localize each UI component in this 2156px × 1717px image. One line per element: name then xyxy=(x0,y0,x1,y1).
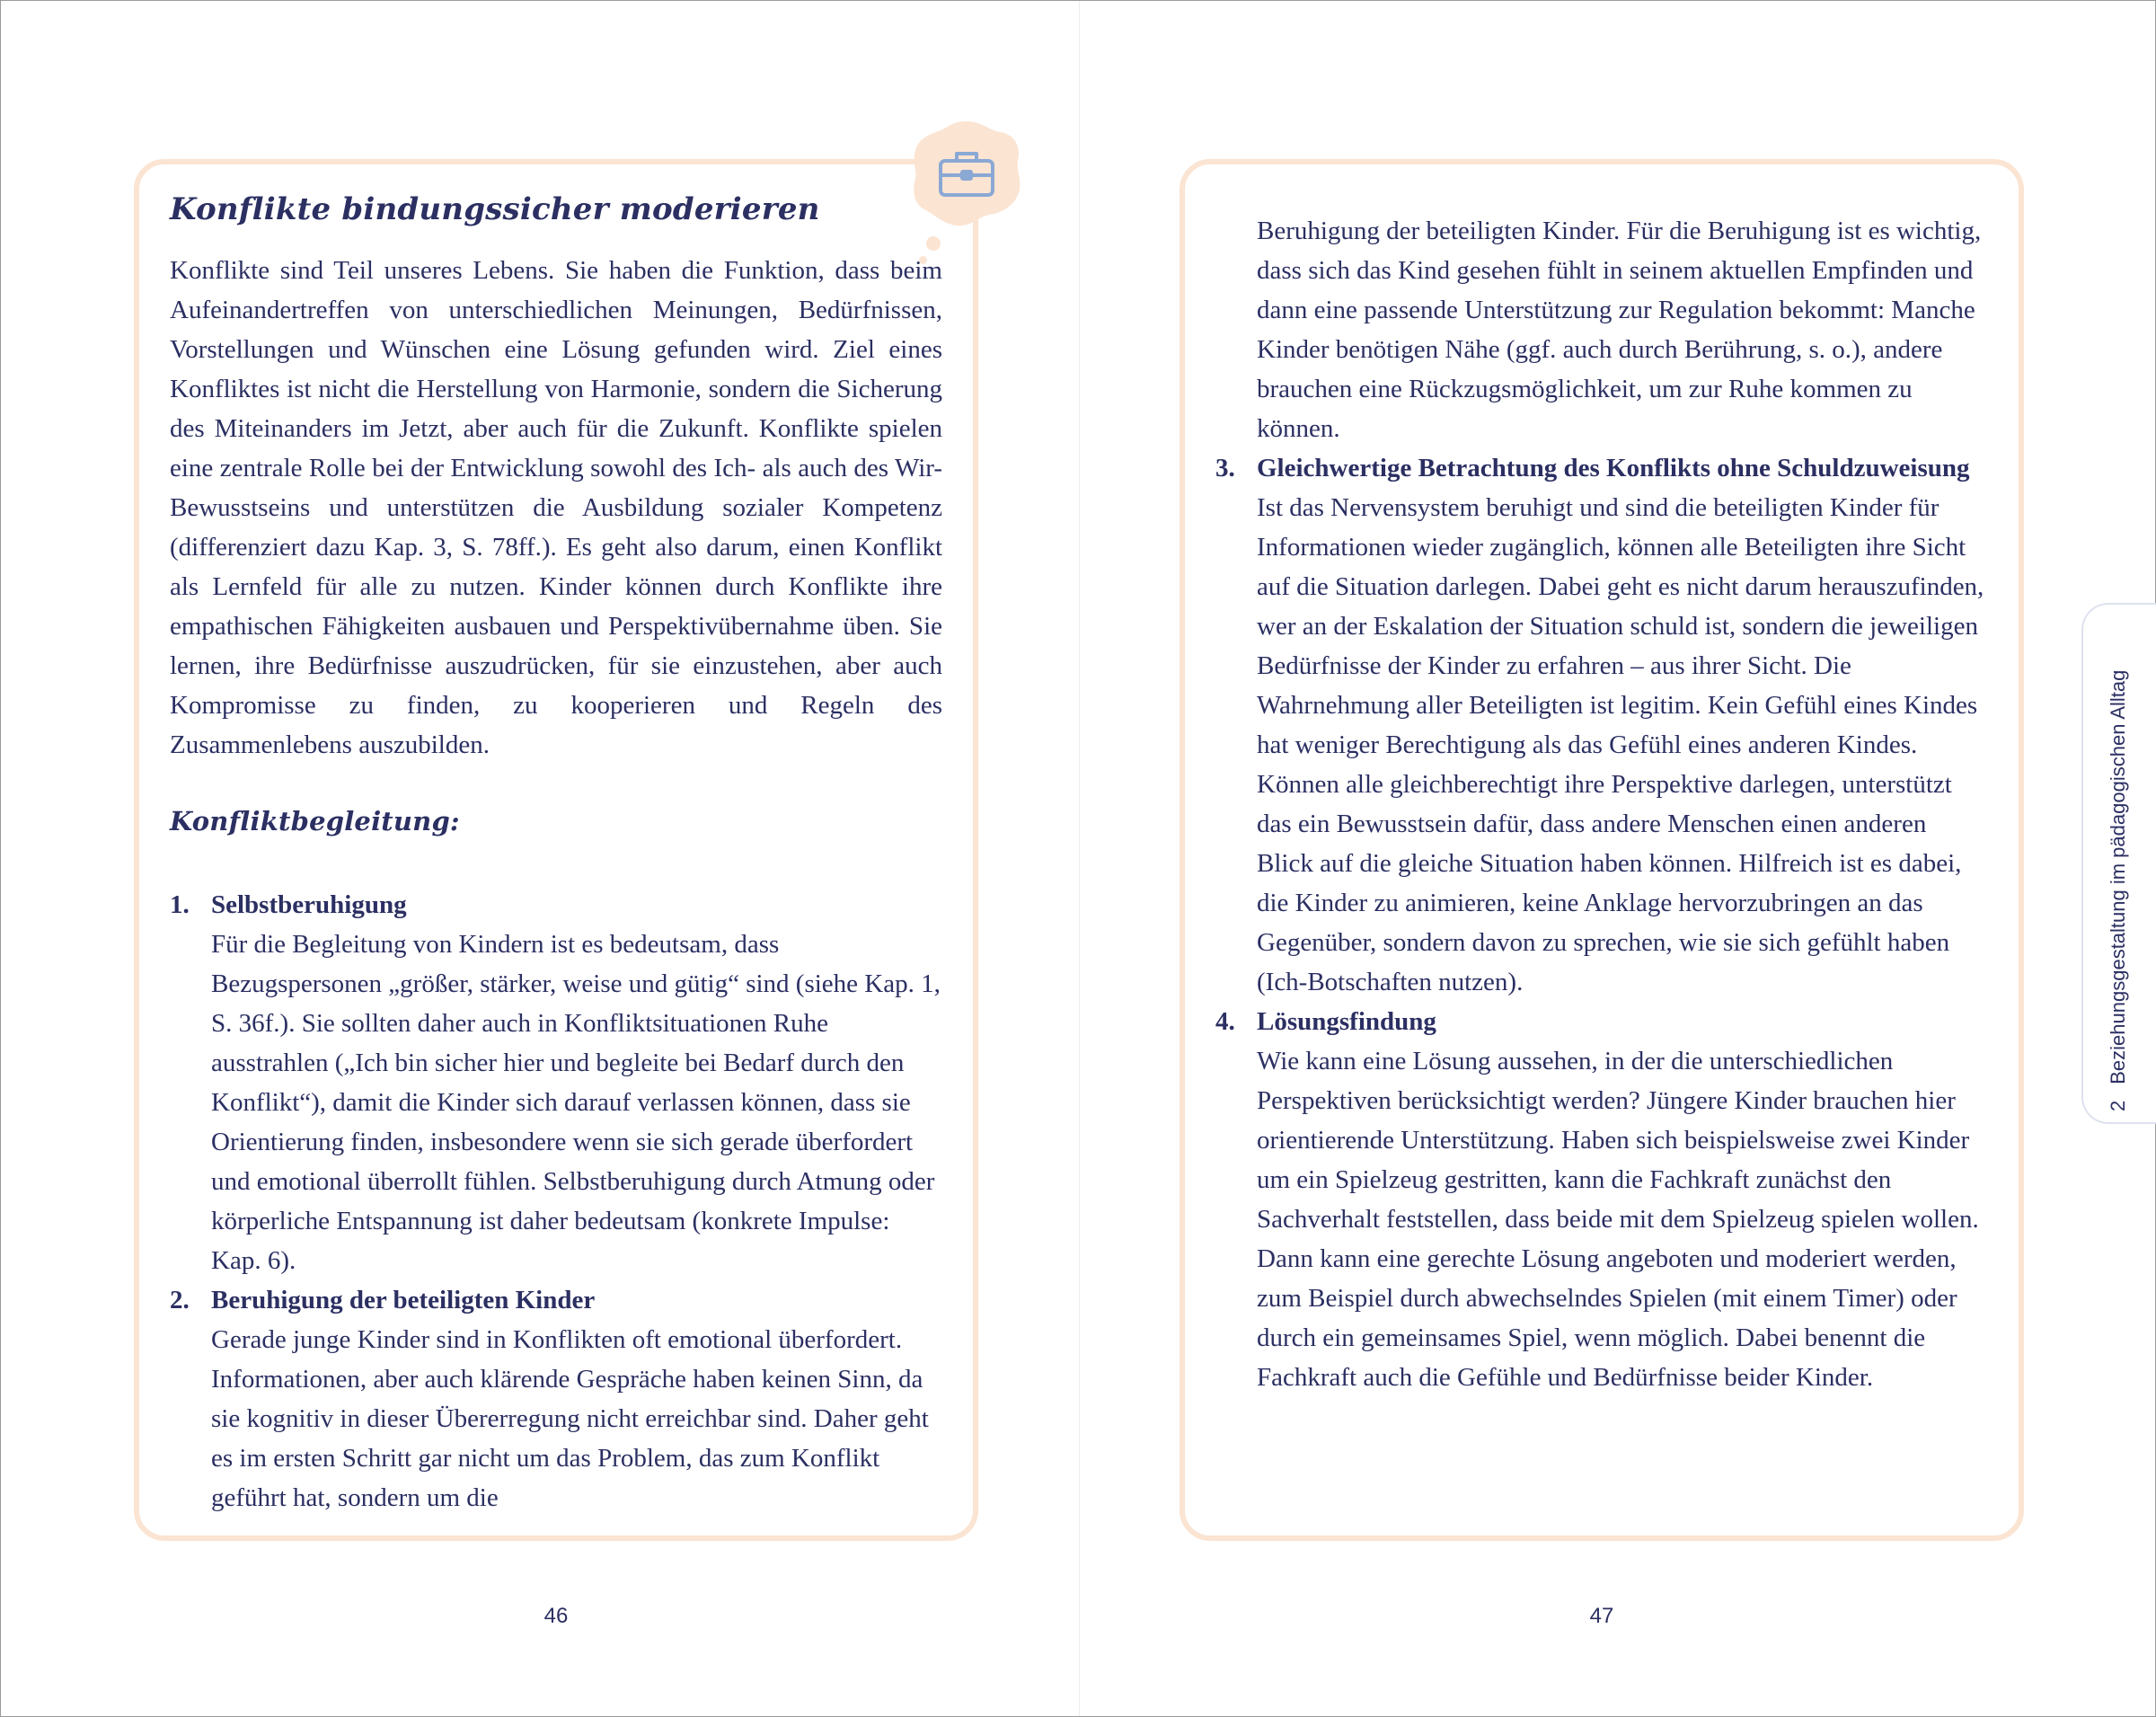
item-title: Gleichwertige Betrachtung des Konflikts ohne Schuldzuweisung xyxy=(1257,454,1970,482)
intro-paragraph: Konflikte sind Teil unseres Lebens. Sie haben die Funktion, dass beim Aufeinandertreffen von unterschiedlichen Meinungen, Bedürfnissen, Vorstellungen und Wünschen eine Lösung gefunden wird. Ziel eines Konfliktes ist nicht die Herstellung von Harmonie, sondern die Sicherung des Miteinanders im Jetzt, aber auch für die Zukunft. Konflikte spielen eine zentrale Rolle bei der Entwicklung sowohl des Ich- als auch des Wir-Bewusstseins und unterstützen die Ausbildung sozialer Kompetenz (differenziert dazu Kap. 3, S. 78ff.). Es geht also darum, einen Konflikt als Lernfeld für alle zu nutzen. Kinder können durch Konflikte ihre empathischen Fähigkeiten ausbauen und Perspektivübernahme üben. Sie lernen, ihre Bedürfnisse auszudrücken, für sie einzustehen, aber auch Kompromisse zu finden, zu kooperieren und Regeln des Zusammenlebens auszubilden. xyxy=(170,256,942,759)
list-item xyxy=(1215,1002,1988,1397)
section-title: Konflikte bindungssicher moderieren xyxy=(170,191,820,227)
item-title: Beruhigung der beteiligten Kinder xyxy=(211,1286,596,1314)
page-number-right: 47 xyxy=(1589,1604,1614,1628)
list-item xyxy=(170,1280,942,1518)
item-text: Gerade junge Kinder sind in Konflikten oft emotional überfordert. Informationen, aber auch klärende Gespräche haben keinen Sinn, da sie kognitiv in dieser Übererregung nicht erreichbar sind. Daher geht es im ersten Schritt gar nicht um das Problem, das zum Konflikt geführt hat, sondern um die xyxy=(211,1325,929,1512)
subheading: Konfliktbegleitung: xyxy=(170,806,460,836)
list-item xyxy=(1215,448,1988,1002)
chapter-title: Beziehungsgestaltung im pädagogischen Alltag xyxy=(2107,669,2129,1084)
item-title: Selbstberuhigung xyxy=(211,890,407,919)
item-number: 1. xyxy=(170,890,190,919)
list-item xyxy=(170,885,942,1280)
item-title: Lösungsfindung xyxy=(1257,1007,1436,1036)
item-text: Für die Begleitung von Kindern ist es bedeutsam, dass Bezugspersonen „größer, stärker, weise und gütig“ sind (siehe Kap. 1, S. 36f.). Sie sollten daher auch in Konfliktsituationen Ruhe ausstrahlen („Ich bin sicher hier und begleite bei Bedarf durch den Konflikt“), damit die Kinder sich darauf verlassen können, dass sie Orientierung finden, insbesondere wenn sie sich gerade überfordert und emotional überrollt fühlen. Selbstberuhigung durch Atmung oder körperliche Entspannung ist daher bedeutsam (konkrete Impulse: Kap. 6). xyxy=(211,930,941,1275)
thought-bubble xyxy=(908,116,1025,233)
item-number: 2. xyxy=(170,1286,190,1314)
item-text: Wie kann eine Lösung aussehen, in der die unterschiedlichen Perspektiven berücksichtigt werden? Jüngere Kinder brauchen hier orientierende Unterstützung. Haben sich beispielsweise zwei Kinder um ein Spielzeug gestritten, kann die Fachkraft zunächst den Sachverhalt feststellen, dass beide mit dem Spielzeug spielen wollen. Dann kann eine gerechte Lösung angeboten und moderiert werden, zum Beispiel durch abwechselndes Spielen (mit einem Timer) oder durch ein gemeinsames Spiel, wenn möglich. Dabei benennt die Fachkraft auch die Gefühle und Bedürfnisse beider Kinder. xyxy=(1257,1047,1979,1392)
thought-bubble-dot xyxy=(926,236,941,251)
item-text: Ist das Nervensystem beruhigt und sind die beteiligten Kinder für Informationen wieder zugänglich, können alle Beteiligten ihre Sicht auf die Situation darlegen. Dabei geht es nicht darum herauszufinden, wer an der Eskalation der Situation schuld ist, sondern die jeweiligen Bedürfnisse der Kinder zu erfahren – aus ihrer Sicht. Die Wahrnehmung aller Beteiligten ist legitim. Kein Gefühl eines Kindes hat weniger Berechtigung als das Gefühl eines anderen Kindes. Können alle gleichberechtigt ihre Perspektive darlegen, unterstützt das ein Bewusstsein dafür, dass andere Menschen einen anderen Blick auf die gleiche Situation haben können. Hilfreich ist es dabei, die Kinder zu animieren, keine Anklage hervorzubringen an das Gegenüber, sondern davon zu sprechen, wie sie sich gefühlt haben (Ich-Botschaften nutzen). xyxy=(1257,493,1984,996)
item-number: 3. xyxy=(1215,454,1235,482)
page-number-left: 46 xyxy=(543,1604,569,1628)
item-number: 4. xyxy=(1215,1007,1235,1036)
chapter-tab-label xyxy=(2107,670,2130,1111)
step-list-left xyxy=(170,885,942,1518)
chapter-number: 2 xyxy=(2107,1100,2129,1111)
gutter xyxy=(1079,1,1080,1716)
step-list-right xyxy=(1215,448,1988,1397)
continued-paragraph: Beruhigung der beteiligten Kinder. Für die Beruhigung ist es wichtig, dass sich das Kind gesehen fühlt in seinem aktuellen Empfinden und dann eine passende Unterstützung zur Regulation bekommt: Manche Kinder benötigen Nähe (ggf. auch durch Berührung, s. o.), andere brauchen eine Rückzugsmöglichkeit, um zur Ruhe kommen zu können. xyxy=(1257,217,1982,443)
